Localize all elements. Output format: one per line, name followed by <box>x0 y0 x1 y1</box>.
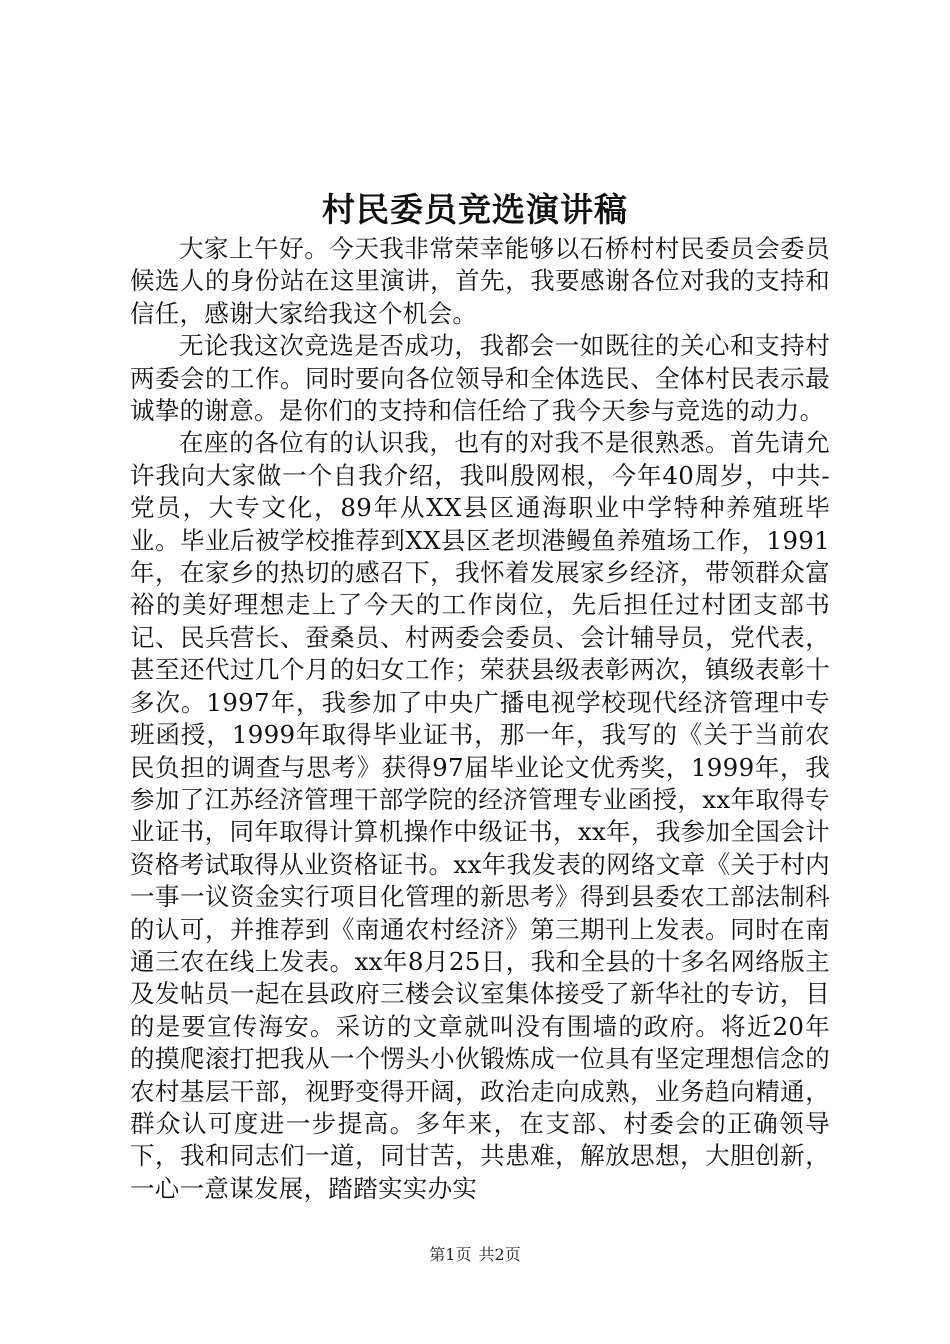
document-title: 村民委员竞选演讲稿 <box>322 190 628 229</box>
page-number: 第1页 <box>429 1245 472 1264</box>
page-footer <box>0 1243 950 1267</box>
paragraph-1: 大家上午好。今天我非常荣幸能够以石桥村村民委员会委员候选人的身份站在这里演讲，首先，我要感谢各位对我的支持和信任，感谢大家给我这个机会。 <box>130 234 830 328</box>
paragraph-3: 在座的各位有的认识我，也有的对我不是很熟悉。首先请允许我向大家做一个自我介绍，我叫殷网根，今年40周岁，中共-党员，大专文化，89年从XX县区通海职业中学特种养殖班毕业。毕业后被学校推荐到XX县区老坝港鳗鱼养殖场工作，1991年，在家乡的热切的感召下，我怀着发展家乡经济，带领群众富裕的美好理想走上了今天的工作岗位，先后担任过村团支部书记、民兵营长、蚕桑员、村两委会委员、会计辅导员，党代表，甚至还代过几个月的妇女工作；荣获县级表彰两次，镇级表彰十多次。1997年，我参加了中央广播电视学校现代经济管理中专班函授，1999年取得毕业证书，那一年，我写的《关于当前农民负担的调查与思考》获得97届毕业论文优秀奖，1999年，我参加了江苏经济管理干部学院的经济管理专业函授，xx年取得专业证书，同年取得计算机操作中级证书，xx年，我参加全国会计资格考试取得从业资格证书。xx年我发表的网络文章《关于村内一事一议资金实行项目化管理的新思考》得到县委农工部法制科的认可，并推荐到《南通农村经济》第三期刊上发表。同时在南通三农在线上发表。xx年8月25日，我和全县的十多名网络版主及发帖员一起在县政府三楼会议室集体接受了新华社的专访，目的是要宣传海安。采访的文章就叫没有围墙的政府。将近20年的摸爬滚打把我从一个愣头小伙锻炼成一位具有坚定理想信念的农村基层干部，视野变得开阔，政治走向成熟，业务趋向精通，群众认可度进一步提高。多年来，在支部、村委会的正确领导下，我和同志们一道，同甘苦，共患难，解放思想，大胆创新，一心一意谋发展，踏踏实实办实 <box>130 428 830 1203</box>
paragraph-2: 无论我这次竞选是否成功，我都会一如既往的关心和支持村两委会的工作。同时要向各位领导和全体选民、全体村民表示最诚挚的谢意。是你们的支持和信任给了我今天参与竞选的动力。 <box>130 331 830 426</box>
document-body <box>130 233 830 1205</box>
page-total: 共2页 <box>478 1245 521 1264</box>
